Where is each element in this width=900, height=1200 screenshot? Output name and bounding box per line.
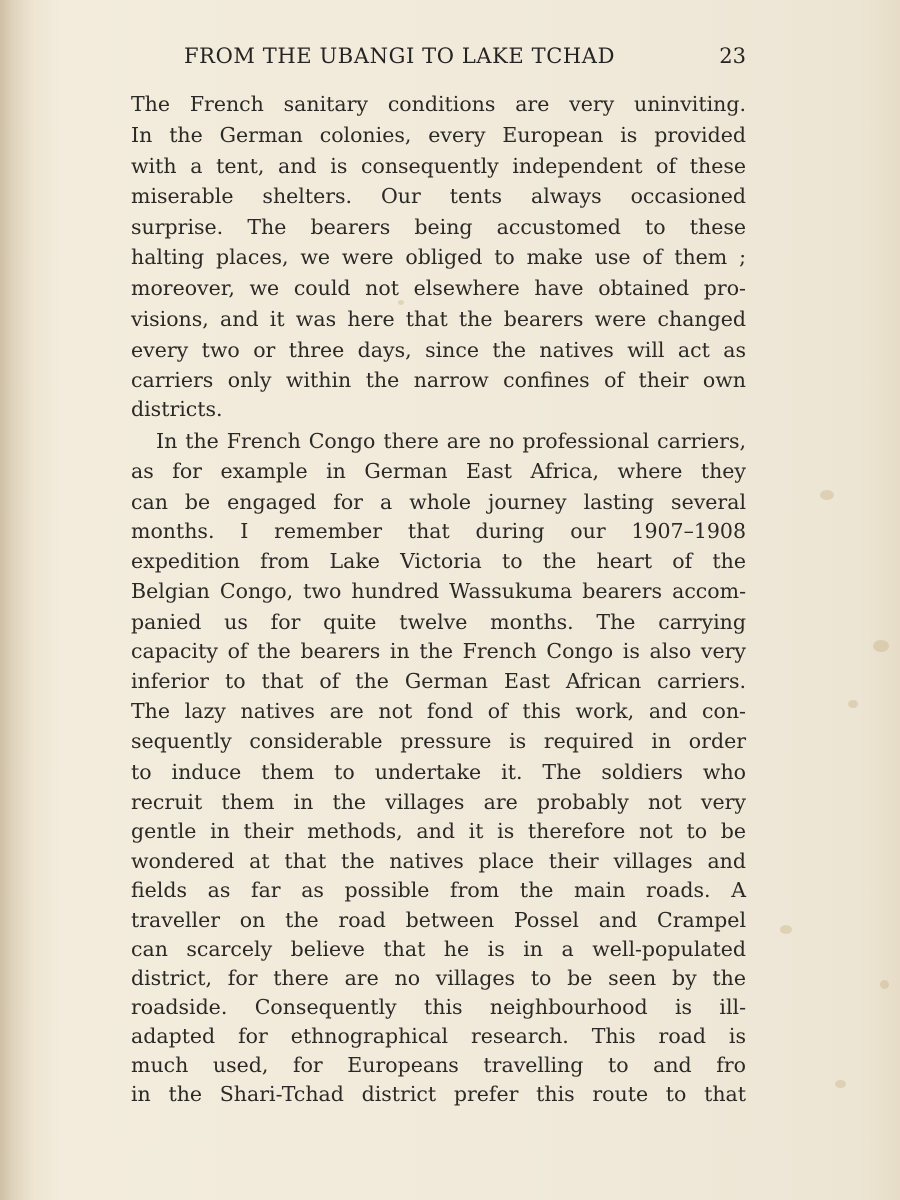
text-line: in the Shari-Tchad district prefer this route to that	[131, 1082, 746, 1106]
running-title: FROM THE UBANGI TO LAKE TCHAD	[184, 44, 616, 68]
text-line: recruit them in the villages are probably not very	[131, 790, 746, 814]
text-line: as for example in German East Africa, where they	[131, 459, 746, 483]
page-number: 23	[719, 44, 746, 68]
text-line: gentle in their methods, and it is therefore not to be	[131, 819, 746, 843]
text-line: sequently considerable pressure is required in order	[131, 729, 746, 753]
text-line: The French sanitary conditions are very uninviting.	[131, 92, 746, 116]
paper-spot	[880, 980, 889, 989]
paper-spot	[848, 700, 858, 708]
paper-spot	[780, 925, 792, 934]
text-line: surprise. The bearers being accustomed to these	[131, 215, 746, 239]
text-line: expedition from Lake Victoria to the heart of the	[131, 549, 746, 573]
text-line: inferior to that of the German East African carriers.	[131, 669, 746, 693]
text-line: can scarcely believe that he is in a well-populated	[131, 937, 746, 961]
text-line: fields as far as possible from the main roads. A	[131, 878, 746, 902]
text-line: months. I remember that during our 1907–1908	[131, 519, 746, 543]
text-line: In the French Congo there are no professional carriers,	[156, 429, 746, 453]
paper-spot	[873, 640, 889, 652]
text-line: traveller on the road between Possel and Crampel	[131, 908, 746, 932]
text-line: much used, for Europeans travelling to and fro	[131, 1053, 746, 1077]
text-line: carriers only within the narrow confines of their own	[131, 368, 746, 392]
text-line: adapted for ethnographical research. This road is	[131, 1024, 746, 1048]
text-line: panied us for quite twelve months. The carrying	[131, 610, 746, 634]
text-line: every two or three days, since the natives will act as	[131, 338, 746, 362]
text-line: roadside. Consequently this neighbourhood is ill-	[131, 995, 746, 1019]
text-line: wondered at that the natives place their villages and	[131, 849, 746, 873]
text-line: district, for there are no villages to be seen by the	[131, 966, 746, 990]
text-line: to induce them to undertake it. The soldiers who	[131, 760, 746, 784]
text-line: moreover, we could not elsewhere have obtained pro-	[131, 276, 746, 300]
text-line: visions, and it was here that the bearers were changed	[131, 307, 746, 331]
text-line: Belgian Congo, two hundred Wassukuma bearers accom-	[131, 579, 746, 603]
book-gutter-shadow	[0, 0, 34, 1200]
running-header	[184, 40, 746, 74]
paper-spot	[820, 490, 834, 500]
text-line: miserable shelters. Our tents always occasioned	[131, 184, 746, 208]
text-line: with a tent, and is consequently independent of these	[131, 154, 746, 178]
text-line: districts.	[131, 397, 223, 421]
text-line: can be engaged for a whole journey lasting several	[131, 490, 746, 514]
text-line: capacity of the bearers in the French Congo is also very	[131, 639, 746, 663]
text-line: halting places, we were obliged to make use of them ;	[131, 245, 746, 269]
text-line: In the German colonies, every European is provided	[131, 123, 746, 147]
text-line: The lazy natives are not fond of this work, and con-	[131, 699, 746, 723]
paper-spot	[835, 1080, 846, 1088]
